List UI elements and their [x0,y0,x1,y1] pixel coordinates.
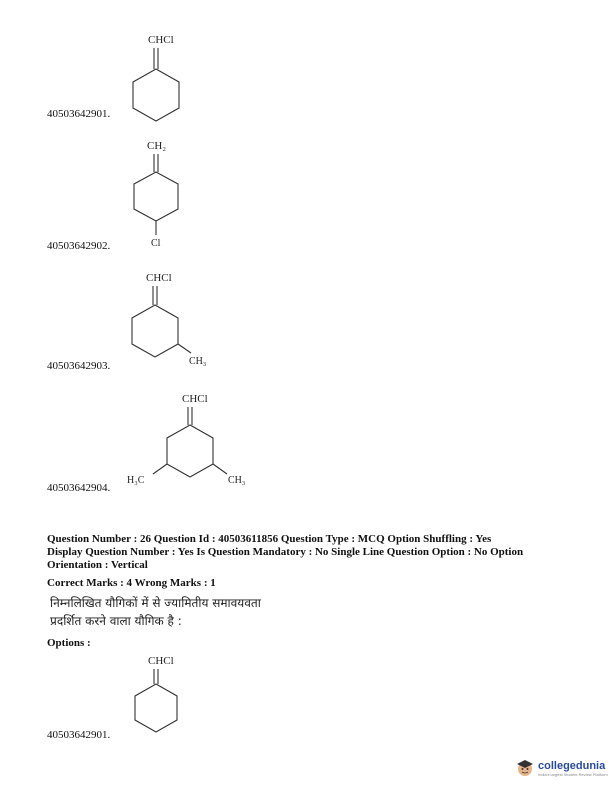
options-label: Options : [47,637,91,649]
structure-right-label: CH₃ [189,356,207,367]
structure-top-label: CHCl [148,655,174,667]
graduate-avatar-icon [515,758,535,778]
structure-left-label: H₃C [127,475,145,486]
structure-option-1 [120,32,200,122]
structure-bottom-label: Cl [151,238,161,249]
structure-option-4 [125,388,265,488]
question-text-line: निम्नलिखित यौगिकों में से ज्यामितीय समावयवता [50,596,261,610]
structure-top-label: CHCl [148,34,174,46]
structure-right-label: CH₃ [228,475,246,486]
structure-option-2 [120,138,200,248]
question-meta [47,533,607,572]
logo-tagline: India's largest Student Review Platform [538,771,608,777]
option-id: 40503642901. [47,729,111,741]
structure-top-label: CH₂ [147,140,167,152]
question-text-line: प्रदर्शित करने वाला यौगिक है : [50,614,182,628]
option-id: 40503642902. [47,240,111,252]
option-id: 40503642904. [47,482,111,494]
option-id: 40503642901. [47,108,111,120]
collegedunia-logo [515,758,608,778]
question-marks: Correct Marks : 4 Wrong Marks : 1 [47,577,216,589]
structure-top-label: CHCl [182,393,208,405]
question-text [50,594,261,630]
question-meta-line: Question Number : 26 Question Id : 40503611856 Question Type : MCQ Option Shuffling : Yes [47,533,492,545]
structure-top-label: CHCl [146,272,172,284]
structure-option-1 [120,652,200,736]
logo-text: collegedunia [538,759,606,772]
question-meta-line: Orientation : Vertical [47,559,148,571]
option-id: 40503642903. [47,360,111,372]
structure-option-3 [125,270,225,370]
question-meta-line: Display Question Number : Yes Is Question Mandatory : No Single Line Question Option : No Option [47,546,524,558]
